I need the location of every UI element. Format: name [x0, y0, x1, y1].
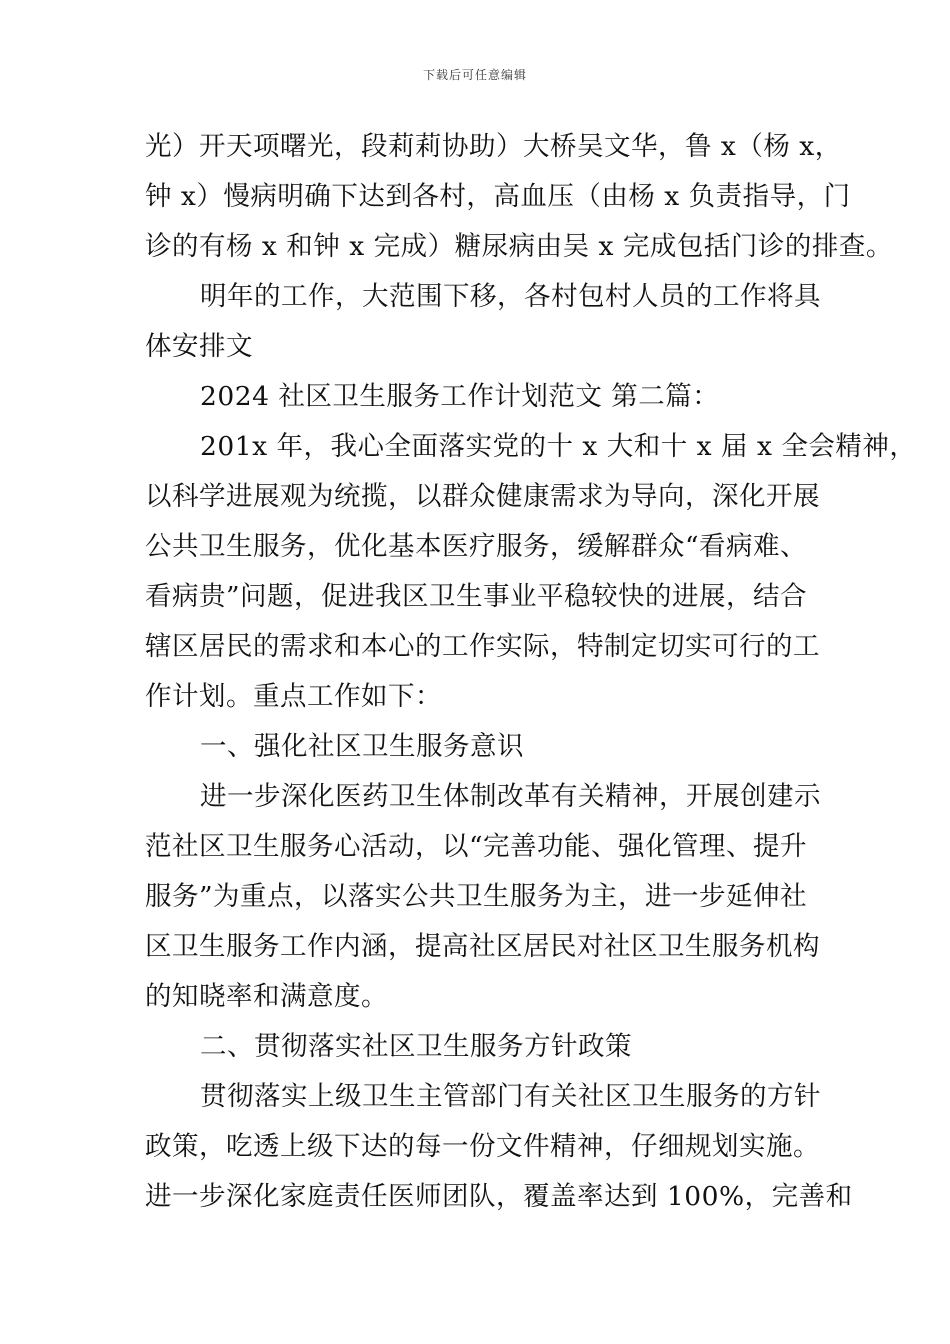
text-line: 服务”为重点，以落实公共卫生服务为主，进一步延伸社 [145, 881, 808, 912]
text-line: 公共卫生服务，优化基本医疗服务，缓解群众“看病难、 [145, 531, 808, 562]
text-line: 进一步深化医药卫生体制改革有关精神，开展创建示 [200, 781, 821, 812]
text-line: 的知晓率和满意度。 [145, 981, 388, 1012]
text-line: 辖区居民的需求和本心的工作实际，特制定切实可行的工 [145, 631, 820, 662]
text-line: 光）开天项曙光，段莉莉协助）大桥吴文华，鲁 x（杨 x， [145, 131, 842, 162]
text-line: 贯彻落实上级卫生主管部门有关社区卫生服务的方针 [200, 1081, 821, 1112]
text-line: 201x 年，我心全面落实党的十 x 大和十 x 届 x 全会精神， [200, 431, 917, 462]
text-line: 一、强化社区卫生服务意识 [200, 731, 524, 762]
text-line: 看病贵”问题，促进我区卫生事业平稳较快的进展，结合 [145, 581, 808, 612]
text-line: 二、贯彻落实社区卫生服务方针政策 [200, 1031, 632, 1062]
text-line: 体安排文 [145, 331, 253, 362]
text-line: 进一步深化家庭责任医师团队，覆盖率达到 100%，完善和 [145, 1181, 853, 1212]
page-header: 下载后可任意编辑 [422, 68, 527, 82]
text-line: 作计划。重点工作如下： [145, 681, 442, 712]
text-line: 区卫生服务工作内涵，提高社区居民对社区卫生服务机构 [145, 931, 820, 962]
text-line: 范社区卫生服务心活动，以“完善功能、强化管理、提升 [145, 831, 808, 862]
text-line: 以科学进展观为统揽，以群众健康需求为导向，深化开展 [145, 481, 820, 512]
text-line: 明年的工作，大范围下移，各村包村人员的工作将具 [200, 281, 821, 312]
text-line: 2024 社区卫生服务工作计划范文 第二篇： [200, 381, 720, 412]
document-body [145, 122, 917, 1222]
text-line: 诊的有杨 x 和钟 x 完成）糖尿病由吴 x 完成包括门诊的排查。 [145, 231, 893, 262]
text-line: 钟 x）慢病明确下达到各村，高血压（由杨 x 负责指导，门 [145, 181, 851, 212]
text-line: 政策，吃透上级下达的每一份文件精神，仔细规划实施。 [145, 1131, 820, 1162]
